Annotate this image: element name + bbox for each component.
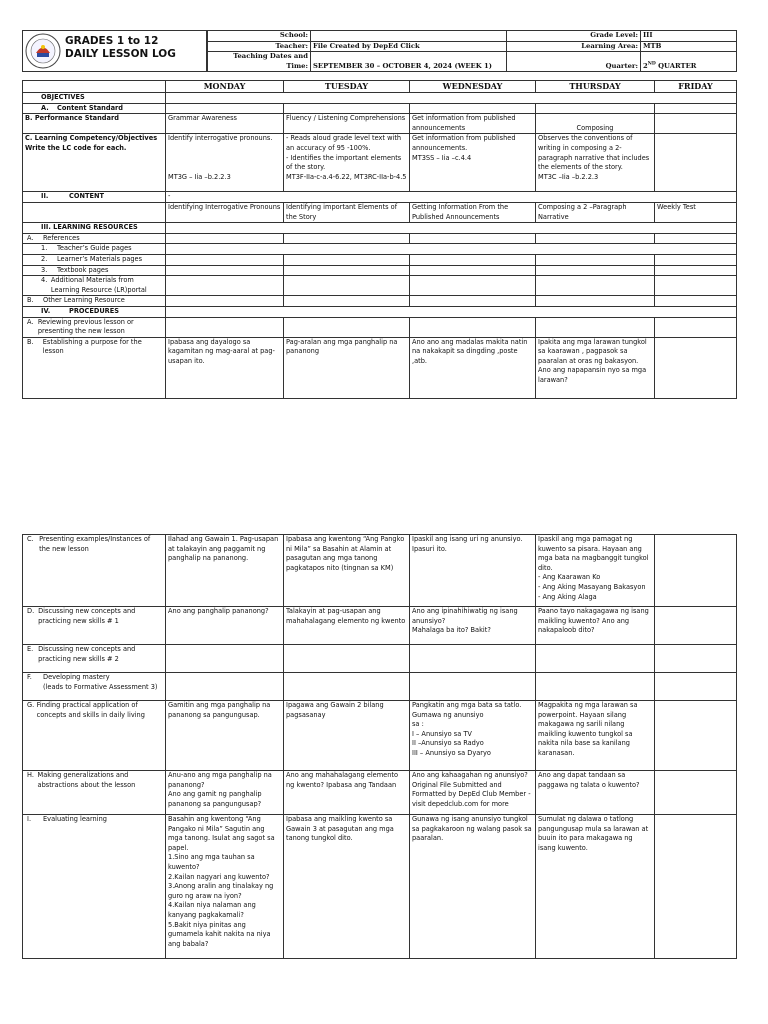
mastery-row — [23, 673, 737, 701]
table-cell — [284, 296, 410, 307]
row-number: A. — [41, 103, 49, 112]
table-cell: Ano ang panghalip pananong? — [166, 607, 284, 645]
day-header-row — [23, 81, 737, 93]
content-span: - — [166, 192, 737, 203]
procedures-heading — [23, 306, 166, 317]
teacher-label: Teacher: — [207, 41, 311, 52]
other-resource-row — [23, 296, 737, 307]
row-number: D. — [27, 607, 35, 615]
references-label — [23, 233, 166, 244]
content-standard-row — [23, 103, 737, 114]
table-cell: Identifying important Elements of the Story — [284, 202, 410, 222]
table-cell — [166, 645, 284, 673]
row-label: Other Learning Resource — [43, 296, 125, 305]
table-cell — [655, 254, 737, 265]
discussing1-row — [23, 607, 737, 645]
table-cell — [166, 317, 284, 337]
discussing1-label — [23, 607, 166, 645]
row-label: Teacher’s Guide pages — [57, 244, 132, 253]
competency-label — [23, 134, 166, 192]
discussing2-row — [23, 645, 737, 673]
table-cell — [284, 103, 410, 114]
table-cell: Sumulat ng dalawa o tatlong pangungusap mula sa larawan at buuin ito para makagawa ng isang kuwento. — [536, 815, 655, 959]
lesson-log-table-part2 — [22, 534, 736, 959]
row-label: Making generalizations and abstractions about the lesson — [37, 771, 136, 789]
mastery-label — [23, 673, 166, 701]
table-cell — [536, 296, 655, 307]
table-cell: - Reads aloud grade level text with an accuracy of 95 -100%. - Identifies the important elements of the story. MT3F-IIa-c-a.4-6.22, MT3RC-IIa-b-4.5 — [284, 134, 410, 192]
quarter-word: QUARTER — [655, 61, 697, 70]
practical-label — [23, 701, 166, 771]
discussing2-label — [23, 645, 166, 673]
table-cell — [23, 202, 166, 222]
table-cell — [410, 233, 536, 244]
table-cell — [284, 673, 410, 701]
row-number: A. — [27, 233, 34, 242]
table-cell — [410, 276, 536, 296]
table-cell — [655, 134, 737, 192]
table-cell — [536, 103, 655, 114]
learners-materials-row — [23, 254, 737, 265]
table-cell: Gamitin ang mga panghalip na pananong sa pangungusap. — [166, 701, 284, 771]
row-label: Content Standard — [57, 103, 124, 112]
row-label: Discussing new concepts and practicing new skills # 2 — [38, 645, 136, 663]
learning-resources-heading: III. LEARNING RESOURCES — [23, 223, 166, 234]
quarter-suffix: ND — [647, 61, 656, 67]
table-cell: Paano tayo nakagagawa ng isang maikling kuwento? Ano ang nakapaloob dito? — [536, 607, 655, 645]
reviewing-label — [23, 317, 166, 337]
table-cell: Ipagawa ang Gawain 2 bilang pagsasanay — [284, 701, 410, 771]
evaluating-label — [23, 815, 166, 959]
table-cell — [655, 645, 737, 673]
presenting-row — [23, 535, 737, 607]
table-cell — [655, 265, 737, 276]
row-label: Establishing a purpose for the lesson — [42, 337, 142, 356]
table-cell — [410, 254, 536, 265]
table-cell — [655, 114, 737, 134]
lr-portal-row — [23, 276, 737, 296]
table-cell: Composing a 2 –Paragraph Narrative — [536, 202, 655, 222]
table-cell: Getting Information From the Published Announcements — [410, 202, 536, 222]
table-cell: Pag-aralan ang mga panghalip na pananong — [284, 337, 410, 398]
table-cell: Ano ang dapat tandaan sa paggawa ng talata o kuwento? — [536, 771, 655, 815]
teaching-dates-label: Teaching Dates and Time: — [207, 52, 311, 72]
row-number: B. — [27, 337, 34, 346]
quarter-value — [641, 52, 737, 72]
competency-row — [23, 134, 737, 192]
table-cell: Weekly Test — [655, 202, 737, 222]
table-cell — [410, 103, 536, 114]
table-cell — [536, 233, 655, 244]
table-cell: Ano ano ang madalas makita natin na nakakapit sa dingding ,poste ,atb. — [410, 337, 536, 398]
procedures-span — [166, 306, 737, 317]
table-cell: Anu-ano ang mga panghalip na pananong? Ano ang gamit ng panghalip pananong sa pangungusap? — [166, 771, 284, 815]
table-cell — [284, 254, 410, 265]
table-cell — [166, 276, 284, 296]
school-label: School: — [207, 31, 311, 42]
table-cell — [166, 244, 737, 255]
table-cell — [536, 265, 655, 276]
objectives-span — [166, 93, 737, 104]
table-cell — [284, 645, 410, 673]
header-info-table — [206, 30, 737, 72]
generalizations-label — [23, 771, 166, 815]
content-row — [23, 202, 737, 222]
row-label: CONTENT — [69, 192, 104, 201]
quarter-label: Quarter: — [507, 52, 641, 72]
table-cell: Ipabasa ang maikling kwento sa Gawain 3 at pasagutan ang mga tanong tungkol dito. — [284, 815, 410, 959]
table-cell — [284, 317, 410, 337]
grade-level-value: III — [641, 31, 737, 42]
teacher-value: File Created by DepEd Click — [311, 41, 507, 52]
evaluating-row — [23, 815, 737, 959]
table-cell — [166, 233, 284, 244]
table-cell: Ipaskil ang isang uri ng anunsiyo. Ipasuri ito. — [410, 535, 536, 607]
reviewing-row — [23, 317, 737, 337]
teachers-guide-label — [23, 244, 166, 255]
row-number: I. — [27, 815, 32, 823]
table-cell — [410, 673, 536, 701]
teaching-dates-value: SEPTEMBER 30 – OCTOBER 4, 2024 (WEEK 1) — [311, 52, 507, 72]
generalizations-row — [23, 771, 737, 815]
teachers-guide-row — [23, 244, 737, 255]
presenting-label — [23, 535, 166, 607]
table-cell: Gunawa ng isang anunsiyo tungkol sa pagkakaroon ng walang pasok sa paaralan. — [410, 815, 536, 959]
school-value — [311, 31, 507, 42]
table-cell: Get information from published announcements. MT3SS – Iia –c.4.4 — [410, 134, 536, 192]
grade-level-label: Grade Level: — [507, 31, 641, 42]
table-cell: Basahin ang kwentong “Ang Pangako ni Mila” Sagutin ang mga tanong. Isulat ang sagot sa papel. 1.Sino ang mga tauhan sa kuwento? 2.Kailan nagyari ang kuwento? 3.Anong aralin ang tinalakay ng guro ng araw na iyon? 4.Kailan niya nalaman ang kanyang pagkakamali? 5.Bakit niya pinitas ang gumamela kahit nakita na niya ang babala? — [166, 815, 284, 959]
objectives-heading: OBJECTIVES — [23, 93, 166, 104]
row-number: A. — [27, 317, 34, 326]
table-cell — [655, 535, 737, 607]
table-cell — [410, 296, 536, 307]
table-cell — [536, 673, 655, 701]
table-cell — [166, 103, 284, 114]
row-number: E. — [27, 645, 34, 653]
table-cell — [166, 254, 284, 265]
table-cell — [655, 673, 737, 701]
resources-span — [166, 223, 737, 234]
table-cell: Magpakita ng mga larawan sa powerpoint. Hayaan silang makagawa ng sarili nilang maikling kuwento tungkol sa nakita nila base sa kanilang karanasan. — [536, 701, 655, 771]
row-number: 2. — [41, 254, 48, 263]
table-cell: Fluency / Listening Comprehensions — [284, 114, 410, 134]
table-cell — [655, 607, 737, 645]
table-cell — [536, 254, 655, 265]
table-cell: Ipabasa ang kwentong “Ang Pangko ni Mila” sa Basahin at Alamin at pasagutan ang mga tanong pagkatapos nito (tingnan sa KM) — [284, 535, 410, 607]
row-number: H. — [27, 771, 34, 779]
purpose-label — [23, 337, 166, 398]
row-number: 4. — [41, 276, 48, 285]
row-number: G. — [27, 701, 35, 709]
table-cell — [166, 296, 284, 307]
table-cell: Talakayin at pag-usapan ang mahahalagang elemento ng kwento — [284, 607, 410, 645]
table-cell — [655, 701, 737, 771]
row-label: Additional Materials from Learning Resource (LR)portal — [50, 276, 147, 294]
row-number: IV. — [41, 306, 51, 315]
table-cell — [410, 317, 536, 337]
learning-resources-row — [23, 223, 737, 234]
row-label: Discussing new concepts and practicing new skills # 1 — [38, 607, 136, 625]
content-heading-row — [23, 192, 737, 203]
learning-area-value: MTB — [641, 41, 737, 52]
row-label: Learner’s Materials pages — [57, 254, 143, 263]
table-cell: Ipaskil ang mga pamagat ng kuwento sa pisara. Hayaan ang mga bata na magbanggit tungkol dito. - Ang Kaarawan Ko - Ang Aking Masayang Bakasyon - Ang Aking Alaga — [536, 535, 655, 607]
table-cell — [655, 276, 737, 296]
textbook-pages-label — [23, 265, 166, 276]
table-cell — [166, 673, 284, 701]
table-cell: Ipabasa ang dayalogo sa kagamitan ng mag-aaral at pag-usapan ito. — [166, 337, 284, 398]
corner-cell — [23, 81, 166, 93]
content-heading — [23, 192, 166, 203]
table-cell: Ano ang mahahalagang elemento ng kwento? Ipabasa ang Tandaan — [284, 771, 410, 815]
title-block — [22, 30, 208, 72]
purpose-row — [23, 337, 737, 398]
learning-area-label: Learning Area: — [507, 41, 641, 52]
quarter-number: 2 — [643, 61, 648, 70]
table-cell — [284, 265, 410, 276]
references-row — [23, 233, 737, 244]
table-cell — [655, 317, 737, 337]
table-cell: Grammar Awareness — [166, 114, 284, 134]
table-cell: Identify interrogative pronouns. MT3G – Iia –b.2.2.3 — [166, 134, 284, 192]
row-label: References — [43, 233, 80, 242]
table-cell — [655, 296, 737, 307]
row-label: Reviewing previous lesson or presenting the new lesson — [37, 317, 134, 336]
table-cell — [166, 265, 284, 276]
objectives-row — [23, 93, 737, 104]
day-friday: FRIDAY — [655, 81, 737, 93]
table-cell — [655, 103, 737, 114]
table-cell — [536, 645, 655, 673]
table-cell — [655, 771, 737, 815]
table-cell — [284, 276, 410, 296]
table-cell: Identifying Interrogative Pronouns — [166, 202, 284, 222]
row-label: Developing mastery (leads to Formative Assessment 3) — [43, 673, 158, 691]
dll-header — [22, 30, 736, 70]
row-label: Textbook pages — [57, 265, 109, 274]
procedures-row — [23, 306, 737, 317]
row-number: B. — [27, 296, 34, 305]
table-cell: Ipakita ang mga larawan tungkol sa kaarawan , pagpasok sa paaralan at oras ng bakasyon. Ano ang napapansin nyo sa mga larawan? — [536, 337, 655, 398]
day-thursday: THURSDAY — [536, 81, 655, 93]
row-number: C. — [27, 535, 34, 543]
table-cell: Observes the conventions of writing in composing a 2-paragraph narrative that includes the elements of the story. MT3C –Iia –b.2.2.3 — [536, 134, 655, 192]
document-title: GRADES 1 to 12 DAILY LESSON LOG — [65, 35, 176, 60]
table-cell — [655, 337, 737, 398]
textbook-pages-row — [23, 265, 737, 276]
content-standard-label — [23, 103, 166, 114]
deped-seal-icon — [25, 33, 61, 69]
other-resource-label — [23, 296, 166, 307]
row-label: PROCEDURES — [69, 306, 120, 315]
table-cell — [536, 276, 655, 296]
performance-standard-row — [23, 114, 737, 134]
table-cell: Ano ang kahaagahan ng anunsiyo? Original File Submitted and Formatted by DepEd Club Member - visit depedclub.com for more — [410, 771, 536, 815]
row-label: C. Learning Competency/Objectives Write the LC code for each. — [25, 134, 158, 152]
table-cell — [284, 233, 410, 244]
table-cell — [536, 317, 655, 337]
row-label: Presenting examples/Instances of the new lesson — [39, 535, 151, 553]
row-label: Evaluating learning — [43, 815, 107, 823]
performance-standard-label: B. Performance Standard — [23, 114, 166, 134]
practical-row — [23, 701, 737, 771]
table-cell: Ilahad ang Gawain 1. Pag-usapan at talakayin ang paggamit ng panghalip na pananong. — [166, 535, 284, 607]
table-cell: Pangkatin ang mga bata sa tatlo. Gumawa ng anunsiyo sa : I – Anunsiyo sa TV II –Anunsiyo sa Radyo III – Anunsiyo sa Dyaryo — [410, 701, 536, 771]
day-tuesday: TUESDAY — [284, 81, 410, 93]
lr-portal-label — [23, 276, 166, 296]
day-wednesday: WEDNESDAY — [410, 81, 536, 93]
day-monday: MONDAY — [166, 81, 284, 93]
row-number: F. — [27, 673, 32, 681]
row-number: II. — [41, 192, 49, 201]
table-cell — [410, 645, 536, 673]
table-cell — [410, 265, 536, 276]
table-cell: Get information from published announcements — [410, 114, 536, 134]
row-label: Finding practical application of concepts and skills in daily living — [36, 701, 145, 719]
row-number: 3. — [41, 265, 48, 274]
table-cell — [655, 815, 737, 959]
learners-materials-label — [23, 254, 166, 265]
lesson-log-table-part1 — [22, 80, 736, 399]
row-number: 1. — [41, 244, 48, 253]
table-cell — [655, 233, 737, 244]
table-cell: Composing — [536, 114, 655, 134]
table-cell: Ano ang ipinahihiwatig ng isang anunsiyo? Mahalaga ba ito? Bakit? — [410, 607, 536, 645]
